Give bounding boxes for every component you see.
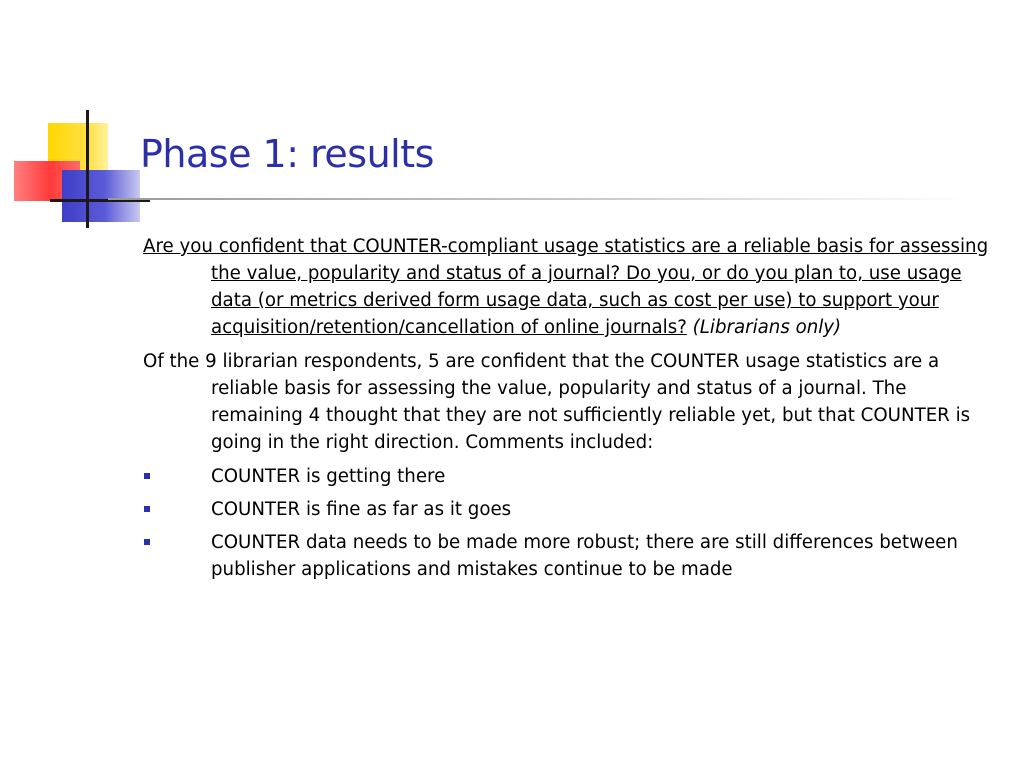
- slide-body: [143, 233, 1003, 589]
- logo-blue-square: [62, 170, 140, 222]
- list-item: [143, 496, 1003, 523]
- summary-paragraph: Of the 9 librarian respondents, 5 are confident that the COUNTER usage statistics are a reliable basis for assessing the value, popularity and status of a journal. The remaining 4 thought that they are not sufficiently reliable yet, but that COUNTER is going in the right direction. Comments included:: [143, 351, 971, 453]
- slide-title: Phase 1: results: [140, 132, 434, 176]
- question-text: Are you confident that COUNTER-compliant usage statistics are a reliable basis for assessing the value, popularity and status of a journal? Do you, or do you plan to, use usage data (or metrics derived form usage data, such as cost per use) to support your acquisition/retention/cancellation of online journals?: [143, 236, 989, 338]
- question-note: (Librarians only): [692, 317, 842, 338]
- title-divider: [108, 198, 968, 200]
- list-item-text: COUNTER is getting there: [211, 466, 446, 487]
- list-item: [143, 463, 1003, 490]
- logo-vertical-line: [86, 110, 89, 228]
- question-paragraph: [143, 233, 1003, 341]
- comments-list: [143, 463, 1003, 583]
- bullet-square-icon: [144, 473, 150, 479]
- list-item-text: COUNTER data needs to be made more robust; there are still differences between publisher applications and mistakes continue to be made: [211, 532, 958, 580]
- list-item: [143, 529, 1003, 583]
- bullet-square-icon: [144, 539, 150, 545]
- bullet-square-icon: [144, 506, 150, 512]
- decorative-logo: [0, 0, 150, 240]
- list-item-text: COUNTER is fine as far as it goes: [211, 499, 512, 520]
